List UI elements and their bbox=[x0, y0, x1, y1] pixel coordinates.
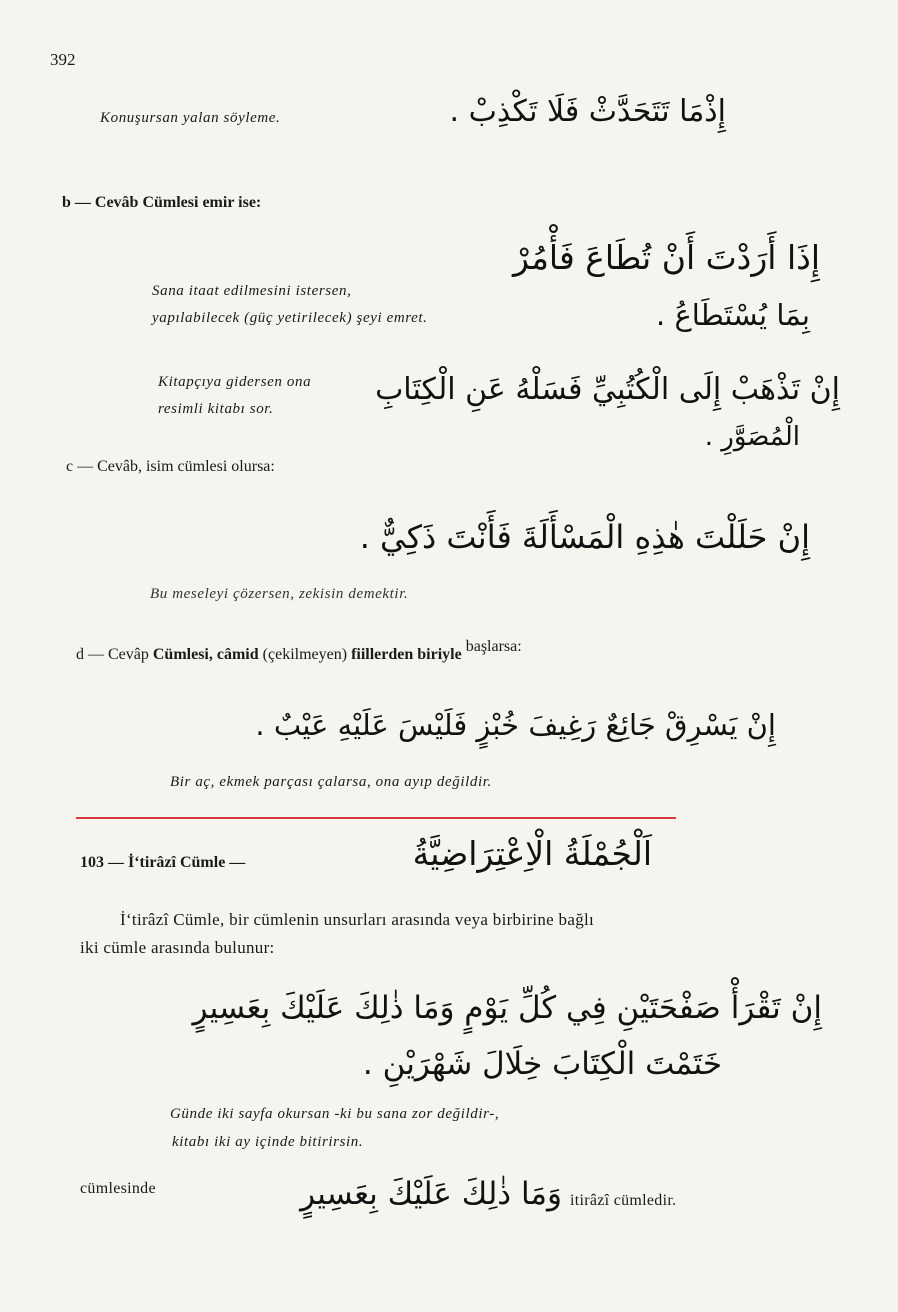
closing-arabic: وَمَا ذٰلِكَ عَلَيْكَ بِعَسِيرٍ bbox=[300, 1176, 562, 1212]
section-103-paragraph-line1: İ‘tirâzî Cümle, bir cümlenin unsurları arasında veya birbirine bağlı bbox=[120, 910, 595, 929]
red-divider-line bbox=[76, 817, 676, 819]
closing-suffix: itirâzî cümledir. bbox=[570, 1192, 677, 1209]
section-c-translation: Bu meseleyi çözersen, zekisin demektir. bbox=[150, 586, 409, 602]
section-d-translation: Bir aç, ekmek parçası çalarsa, ona ayıp değildir. bbox=[170, 774, 492, 790]
section-b-ex1-translation-line1: Sana itaat edilmesini istersen, bbox=[152, 283, 352, 299]
section-103-heading bbox=[80, 854, 245, 872]
section-103-arabic-title: اَلْجُمْلَةُ الْاِعْتِرَاضِيَّةُ bbox=[412, 834, 652, 873]
section-b-ex2-arabic-line2: الْمُصَوَّرِ . bbox=[704, 422, 800, 452]
section-b-heading bbox=[62, 194, 261, 212]
intro-arabic: إِذْمَا تَتَحَدَّثْ فَلَا تَكْذِبْ . bbox=[449, 94, 726, 129]
section-d-arabic: إِنْ يَسْرِقْ جَائِعٌ رَغِيفَ خُبْزٍ فَلَيْسَ عَلَيْهِ عَيْبٌ . bbox=[255, 708, 776, 742]
section-d-heading bbox=[76, 638, 522, 664]
section-b-heading-text: b — Cevâb Cümlesi emir ise: bbox=[62, 194, 262, 211]
section-103-number: 103 — bbox=[80, 854, 124, 871]
section-103-example-translation-line1: Günde iki sayfa okursan -ki bu sana zor değildir-, bbox=[170, 1106, 500, 1122]
intro-translation: Konuşursan yalan söyleme. bbox=[100, 110, 281, 126]
section-b-ex2-arabic-line1: إِنْ تَذْهَبْ إِلَى الْكُتُبِيِّ فَسَلْهُ عَنِ الْكِتَابِ bbox=[375, 372, 840, 407]
section-d-heading-bold1: Cümlesi, câmid bbox=[152, 646, 259, 663]
section-c-heading: c — Cevâb, isim cümlesi olursa: bbox=[66, 458, 275, 475]
section-103-paragraph-line2: iki cümle arasında bulunur: bbox=[80, 938, 275, 957]
section-d-heading-bold2: fiillerden biriyle bbox=[351, 646, 462, 663]
closing-prefix: cümlesinde bbox=[80, 1180, 156, 1197]
section-c-arabic: إِنْ حَلَلْتَ هٰذِهِ الْمَسْأَلَةَ فَأَنْتَ ذَكِيٌّ . bbox=[359, 518, 810, 556]
section-b-ex2-translation-line1: Kitapçıya gidersen ona bbox=[158, 374, 312, 390]
section-b-ex1-translation-line2: yapılabilecek (güç yetirilecek) şeyi emret. bbox=[152, 310, 428, 326]
section-b-ex2-translation-line2: resimli kitabı sor. bbox=[158, 401, 274, 417]
section-b-ex1-arabic-line1: إِذَا أَرَدْتَ أَنْ تُطَاعَ فَأْمُرْ bbox=[513, 238, 820, 277]
section-103-example-translation-line2: kitabı iki ay içinde bitirirsin. bbox=[172, 1134, 364, 1150]
section-d-heading-prefix: d — Cevâp bbox=[76, 646, 149, 663]
section-b-ex1-arabic-line2: بِمَا يُسْتَطَاعُ . bbox=[656, 298, 810, 332]
section-103-example-arabic-line2: خَتَمْتَ الْكِتَابَ خِلَالَ شَهْرَيْنِ . bbox=[362, 1046, 722, 1082]
section-103-title: İ‘tirâzî Cümle — bbox=[128, 854, 246, 871]
section-d-heading-mid: (çekilmeyen) bbox=[262, 646, 348, 663]
section-d-heading-suffix: başlarsa: bbox=[465, 638, 522, 655]
section-103-example-arabic-line1: إِنْ تَقْرَأْ صَفْحَتَيْنِ فِي كُلِّ يَوْمٍ وَمَا ذٰلِكَ عَلَيْكَ بِعَسِيرٍ bbox=[192, 990, 822, 1026]
page-number: 392 bbox=[50, 50, 76, 69]
